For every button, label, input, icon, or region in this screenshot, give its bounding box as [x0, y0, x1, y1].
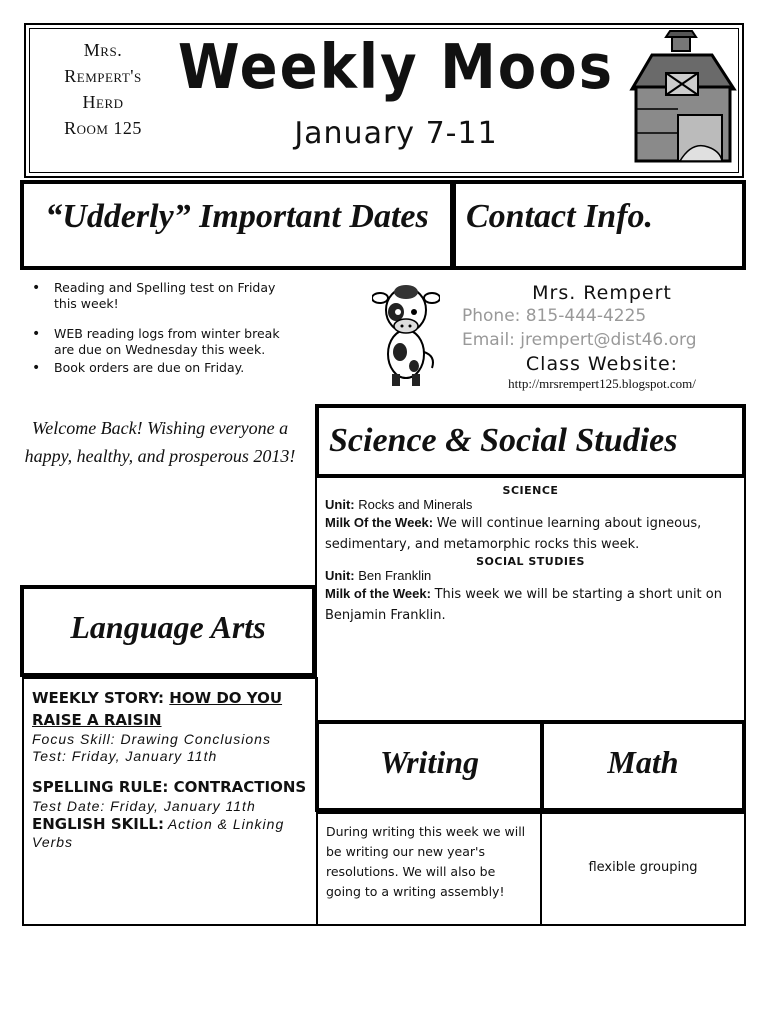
social-milk-label: Milk of the Week:: [325, 586, 431, 601]
focus-skill: Focus Skill: Drawing Conclusions: [32, 731, 271, 747]
herd-line: Herd: [82, 92, 124, 112]
newsletter-header: [24, 23, 744, 178]
writing-text: During writing this week we will be writing our new year's resolutions. We will also be going to a writing assembly!: [326, 824, 526, 899]
spelling-rule: SPELLING RULE: CONTRACTIONS: [32, 778, 307, 796]
welcome-message: Welcome Back! Wishing everyone a happy, healthy, and prosperous 2013!: [24, 418, 296, 466]
class-website-link[interactable]: http://mrsrempert125.blogspot.com/: [508, 376, 696, 391]
contact-email-link[interactable]: Email: jrempert@dist46.org: [462, 330, 697, 350]
social-studies-caption: SOCIAL STUDIES: [476, 555, 585, 568]
list-item: • WEB reading logs from winter break are due on Wednesday this week.: [30, 326, 300, 358]
writing-heading-box: [315, 720, 544, 812]
science-unit-line: [325, 497, 736, 513]
english-skill: Action & Linking Verbs: [32, 816, 285, 850]
science-social-studies-content: [315, 476, 746, 724]
science-milk-label: Milk Of the Week:: [325, 515, 434, 530]
important-dates-heading: “Udderly” Important Dates: [45, 198, 429, 235]
social-unit-line: [325, 568, 736, 584]
week-dates: January 7-11: [294, 116, 498, 151]
list-item: • Reading and Spelling test on Friday this week!: [30, 280, 300, 312]
english-skill-label: ENGLISH SKILL:: [32, 815, 164, 833]
science-unit-label: Unit:: [325, 497, 355, 512]
english-skill-line: [32, 815, 308, 851]
language-arts-heading-box: [20, 585, 316, 677]
barn-icon: [622, 29, 742, 169]
class-website-label: Class Website:: [525, 353, 679, 375]
cow-icon: [372, 282, 440, 388]
herd-line: Rempert's: [64, 66, 142, 86]
herd-line: Mrs.: [83, 40, 123, 60]
science-milk-text: We will continue learning about igneous, sedimentary, and metamorphic rocks this week.: [325, 516, 702, 552]
list-item: • Book orders are due on Friday.: [30, 360, 300, 376]
social-unit: Ben Franklin: [358, 568, 432, 583]
math-text: flexible grouping: [588, 860, 698, 875]
important-dates-list: [30, 280, 300, 376]
math-heading-box: [540, 720, 746, 812]
social-unit-label: Unit:: [325, 568, 355, 583]
page-title: Weekly Moos: [177, 31, 615, 104]
writing-heading: Writing: [380, 744, 479, 780]
writing-content: [316, 812, 542, 926]
science-milk-line: [325, 513, 736, 555]
weekly-story-title: HOW DO YOU RAISE A RAISIN: [32, 689, 283, 729]
science-caption: SCIENCE: [502, 484, 559, 497]
contact-phone: Phone: 815-444-4225: [462, 306, 647, 326]
class-herd-label: [44, 37, 162, 141]
weekly-story-line: [32, 687, 308, 731]
language-arts-heading: Language Arts: [70, 609, 266, 645]
math-content: [540, 812, 746, 926]
science-social-studies-heading-box: [315, 404, 746, 478]
important-dates-heading-box: [20, 180, 454, 270]
contact-info-heading-box: [452, 180, 746, 270]
math-heading: Math: [607, 744, 679, 780]
weekly-story-label: WEEKLY STORY:: [32, 689, 165, 707]
social-milk-line: [325, 584, 736, 626]
social-milk-text: This week we will be starting a short unit on Benjamin Franklin.: [325, 587, 722, 623]
story-test: Test: Friday, January 11th: [32, 748, 218, 764]
contact-name: Mrs. Rempert: [532, 282, 672, 304]
language-arts-content: [22, 677, 318, 926]
spelling-test: Test Date: Friday, January 11th: [32, 798, 256, 814]
science-social-studies-heading: Science & Social Studies: [329, 422, 678, 459]
contact-info-heading: Contact Info.: [466, 198, 654, 235]
herd-line: Room 125: [64, 118, 142, 138]
science-unit: Rocks and Minerals: [358, 497, 473, 512]
